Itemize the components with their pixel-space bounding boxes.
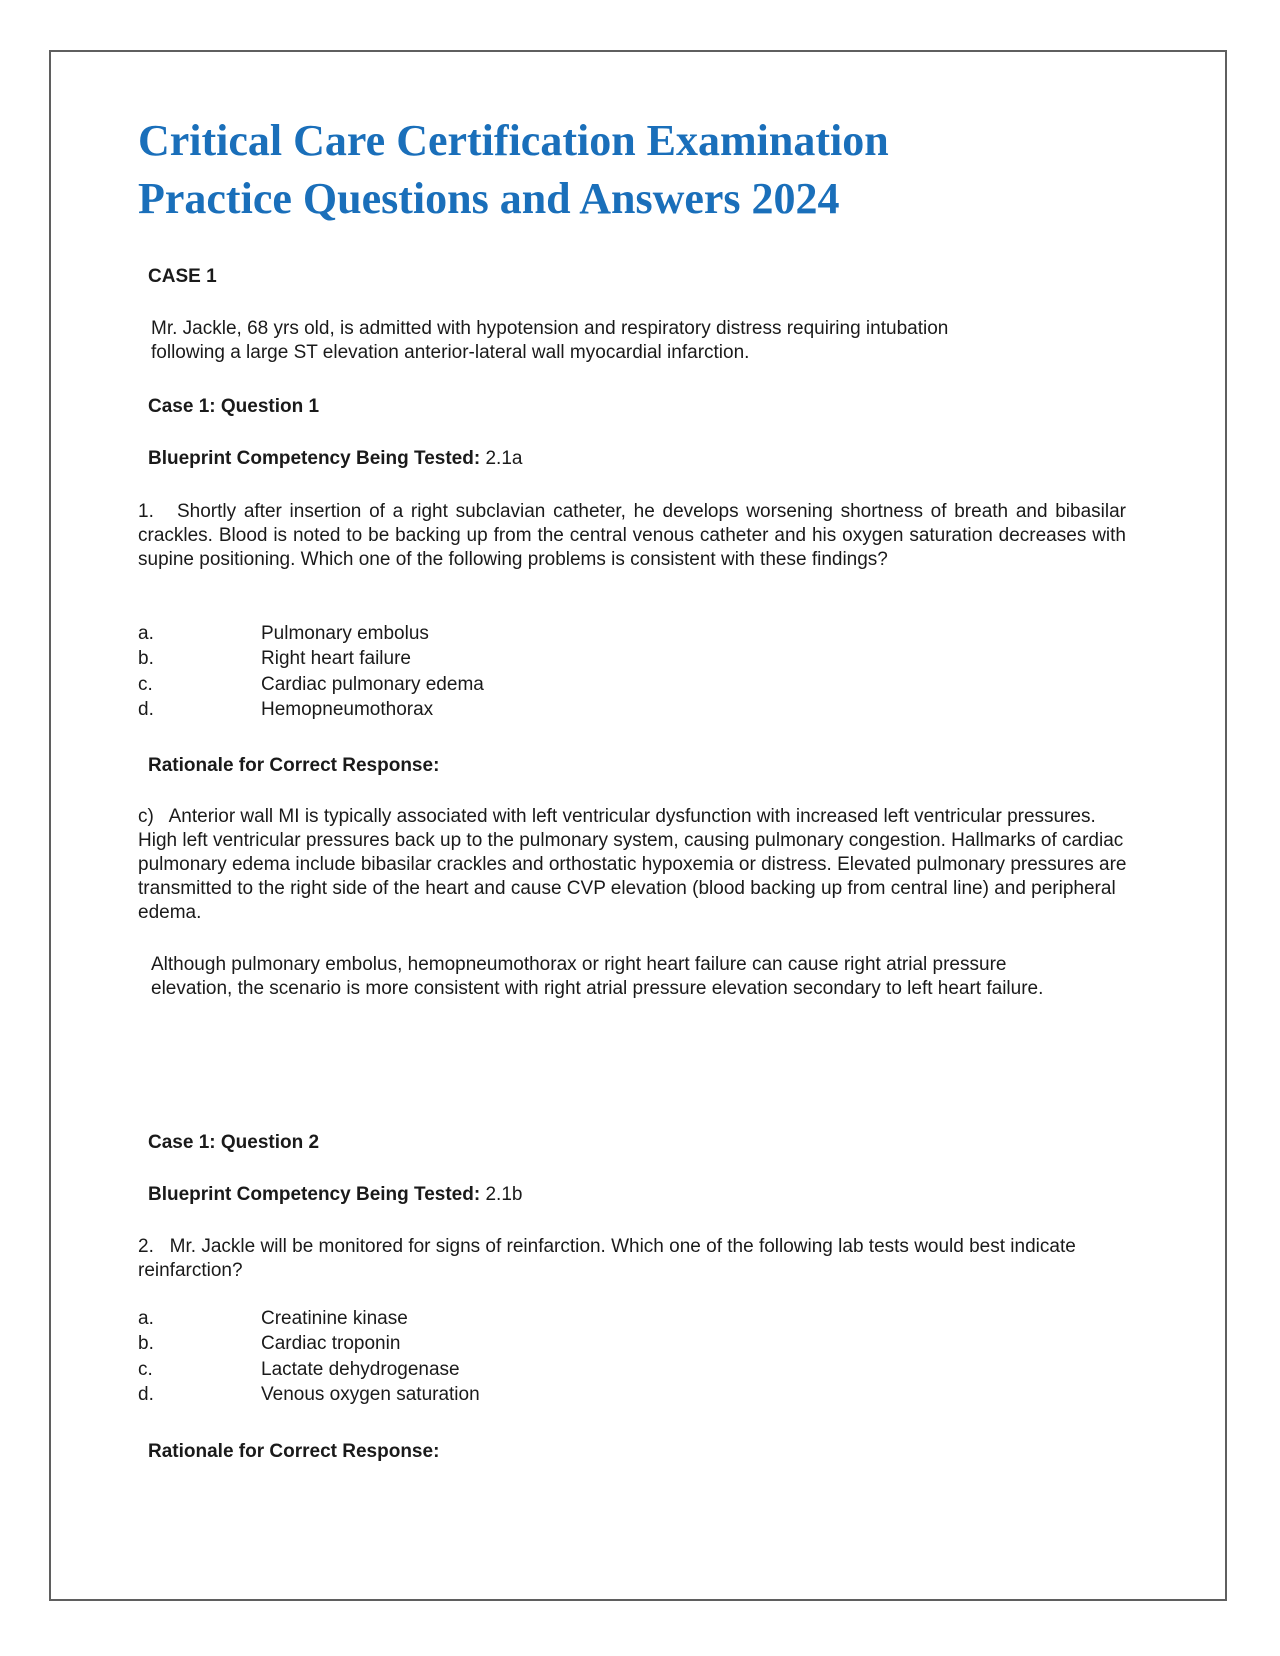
- document-title: [138, 112, 1138, 228]
- title-line-1: Critical Care Certification Examination: [138, 116, 889, 165]
- option-a: [138, 621, 738, 647]
- option-text: Cardiac pulmonary edema: [261, 673, 484, 695]
- option-letter: b.: [138, 1333, 154, 1355]
- option-text: Right heart failure: [261, 648, 411, 670]
- option-letter: c.: [138, 673, 153, 695]
- option-b: [138, 647, 738, 673]
- title-line-2: Practice Questions and Answers 2024: [138, 174, 840, 223]
- blueprint-value: 2.1a: [485, 448, 523, 469]
- question-1-stem: 1. Shortly after insertion of a right subclavian catheter, he develops worsening shortness of breath and bibasilar crackles. Blood is noted to be backing up from the central venous catheter and his oxygen saturation decreases with supine positioning. Which one of the following problems is consistent with these findings?: [138, 501, 1126, 570]
- blueprint-label: Blueprint Competency Being Tested:: [148, 1184, 481, 1205]
- option-d: [138, 698, 738, 724]
- option-b: [138, 1332, 738, 1358]
- question-2-stem: 2. Mr. Jackle will be monitored for signs of reinfarction. Which one of the following lab tests would best indicate reinfarction?: [138, 1236, 1076, 1281]
- option-text: Pulmonary embolus: [261, 622, 429, 644]
- option-text: Cardiac troponin: [261, 1333, 401, 1355]
- question-1-rationale-label: Rationale for Correct Response:: [148, 755, 440, 776]
- option-letter: b.: [138, 648, 154, 670]
- option-a: [138, 1306, 738, 1332]
- case-intro-line-2: following a large ST elevation anterior-lateral wall myocardial infarction.: [151, 342, 750, 363]
- case-intro: [151, 317, 1111, 365]
- option-letter: a.: [138, 1307, 154, 1329]
- question-1-options: [138, 621, 738, 723]
- option-letter: d.: [138, 1384, 154, 1406]
- option-text: Lactate dehydrogenase: [261, 1358, 460, 1380]
- option-c: [138, 1357, 738, 1383]
- question-1-rationale-p2: Although pulmonary embolus, hemopneumothorax or right heart failure can cause right atrial pressure elevation, the scenario is more consistent with right atrial pressure elevation secondary to left heart failure.: [151, 954, 1044, 999]
- question-2-heading: Case 1: Question 2: [148, 1132, 320, 1153]
- option-c: [138, 672, 738, 698]
- question-2-rationale-label: Rationale for Correct Response:: [148, 1441, 440, 1462]
- question-2-blueprint: [148, 1183, 522, 1207]
- option-letter: d.: [138, 699, 154, 721]
- blueprint-label: Blueprint Competency Being Tested:: [148, 448, 481, 469]
- option-text: Venous oxygen saturation: [261, 1384, 480, 1406]
- question-1-blueprint: [148, 447, 522, 471]
- option-d: [138, 1383, 738, 1409]
- option-text: Hemopneumothorax: [261, 699, 434, 721]
- question-1-heading: Case 1: Question 1: [148, 396, 320, 417]
- question-2-options: [138, 1306, 738, 1408]
- option-letter: a.: [138, 622, 154, 644]
- option-letter: c.: [138, 1358, 153, 1380]
- case-intro-line-1: Mr. Jackle, 68 yrs old, is admitted with hypotension and respiratory distress requiring intubation: [151, 318, 949, 339]
- question-1-rationale-p1: c) Anterior wall MI is typically associated with left ventricular dysfunction with increased left ventricular pressures. High left ventricular pressures back up to the pulmonary system, causing pulmonary congestion. Hallmarks of cardiac pulmonary edema include bibasilar crackles and orthostatic hypoxemia or distress. Elevated pulmonary pressures are transmitted to the right side of the heart and cause CVP elevation (blood backing up from central line) and peripheral edema.: [138, 806, 1127, 923]
- option-text: Creatinine kinase: [261, 1307, 408, 1329]
- blueprint-value: 2.1b: [485, 1184, 523, 1205]
- case-heading: CASE 1: [148, 266, 217, 287]
